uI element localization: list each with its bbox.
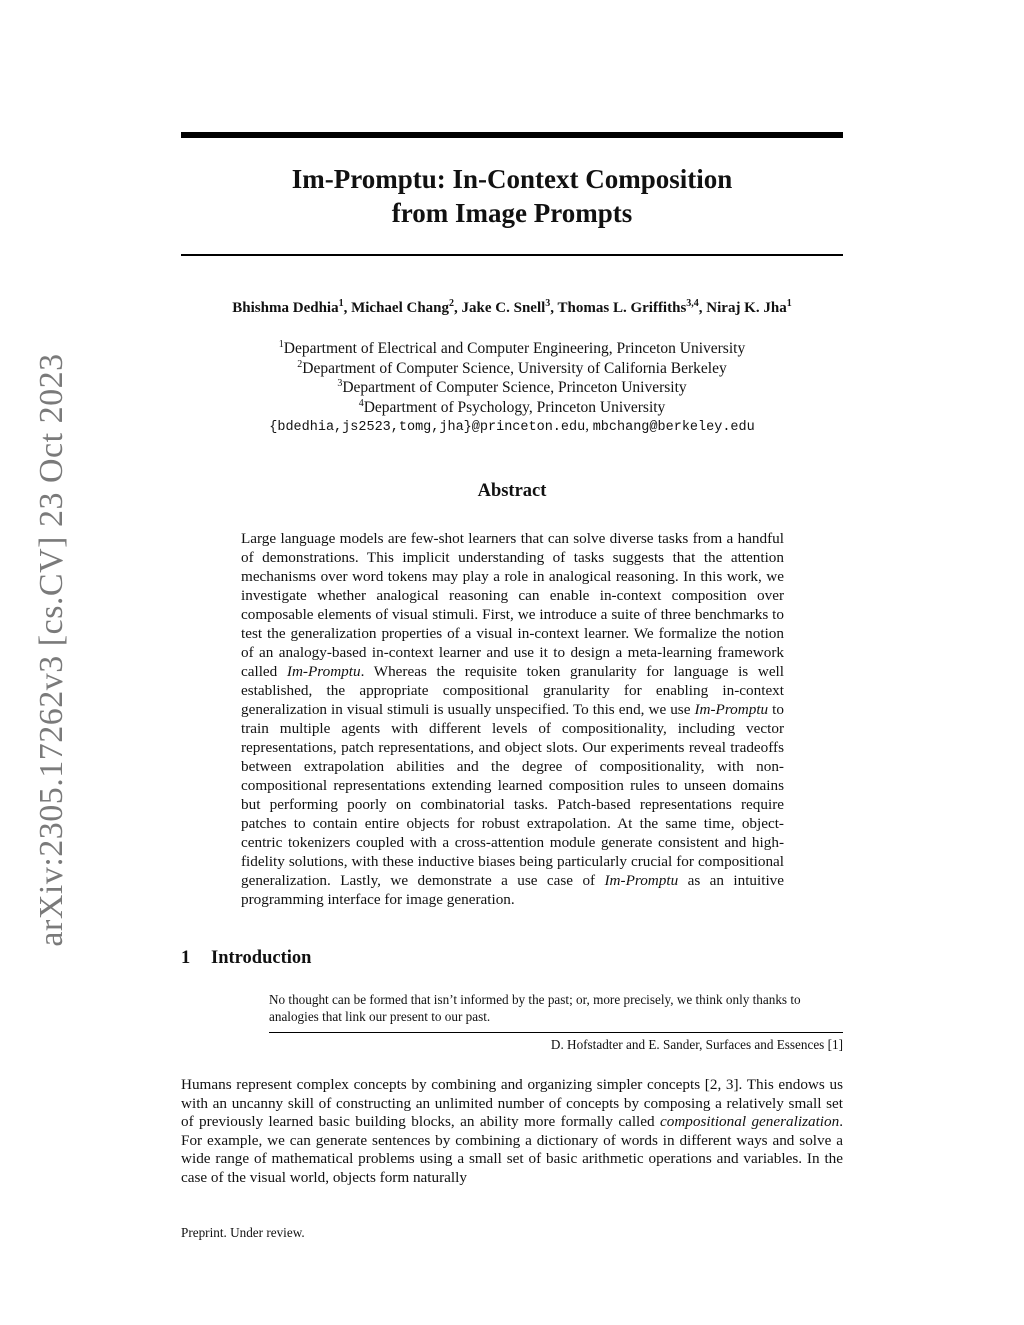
title-line-2: from Image Prompts <box>391 198 633 228</box>
author-affiliation-mark: 1 <box>786 298 792 309</box>
title-line-1: Im-Promptu: In-Context Composition <box>291 164 733 194</box>
section-title: Introduction <box>211 948 312 968</box>
author-list: Bhishma Dedhia$^1$, Michael Chang$^2$, Jake C. Snell$^3$, Thomas L. Griffiths$^{3,4}$, Niraj K. Jha$^1$ <box>232 298 792 316</box>
affiliation-line: $^2$Department of Computer Science, University of California Berkeley <box>297 358 727 377</box>
email-princeton[interactable]: {bdedhia,js2523,tomg,jha}@princeton.edu <box>269 420 586 435</box>
epigraph-source: D. Hofstadter and E. Sander, Surfaces and Essences [1] <box>550 1037 843 1052</box>
author-name: Jake C. Snell <box>461 300 546 316</box>
epigraph-rule <box>269 1032 843 1033</box>
epigraph-quote: No thought can be formed that isn’t informed by the past; or, more precisely, we think only thanks to analogies that link our present to our past. <box>269 992 801 1024</box>
section-heading-introduction <box>181 948 311 969</box>
affiliation-block <box>181 339 843 438</box>
author-name: Thomas L. Griffiths <box>557 300 687 316</box>
paper-title <box>181 162 843 230</box>
author-name: Bhishma Dedhia <box>232 300 339 316</box>
page-footer: Preprint. Under review. <box>181 1225 305 1240</box>
author-affiliation-mark: 2 <box>449 298 455 309</box>
affiliation-line: $^1$Department of Electrical and Computer Engineering, Princeton University <box>278 338 746 357</box>
author-emails: {bdedhia,js2523,tomg,jha}@princeton.edu, mbchang@berkeley.edu <box>269 418 755 435</box>
author-affiliation-mark: 1 <box>338 298 344 309</box>
title-top-rule <box>181 132 843 138</box>
title-bottom-rule <box>181 254 843 256</box>
method-name: Im-Promptu <box>694 701 769 718</box>
email-berkeley[interactable]: mbchang@berkeley.edu <box>592 420 755 435</box>
introduction-paragraph: Humans represent complex concepts by combining and organizing simpler concepts [2, 3]. This endows us with an uncanny skill of constructing an unlimited number of concepts by composing a relatively small set of previously learned basic building blocks, an ability more formally called compositional generalization. For example, we can generate sentences by combining a dictionary of words in different ways and solve a wide range of mathematical problems using a small set of basic arithmetic operations and variables. In the case of the visual world, objects form naturally <box>181 1076 843 1186</box>
author-affiliation-mark: 3 <box>545 298 551 309</box>
arxiv-identifier-stamp: arXiv:2305.17262v3 [cs.CV] 23 Oct 2023 <box>33 353 70 947</box>
abstract-heading: Abstract <box>477 481 547 501</box>
abstract-body: Large language models are few-shot learners that can solve diverse tasks from a handful of demonstrations. This implicit understanding of tasks suggests that the attention mechanisms over word tokens may play a role in analogical reasoning. In this work, we investigate whether analogical reasoning can enable in-context composition over composable elements of visual stimuli. First, we introduce a suite of three benchmarks to test the generalization properties of a visual in-context learner. We formalize the notion of an analogy-based in-context learner and use it to design a meta-learning framework called Im-Promptu. Whereas the requisite token granularity for language is well established, the appropriate compositional granularity for enabling in-context generalization in visual stimuli is usually unspecified. To this end, we use Im-Promptu to train multiple agents with different levels of compositionality, including vector representations, patch representations, and object slots. Our experiments reveal tradeoffs between extrapolation abilities and the degree of compositionality, with non-compositional representations extending learned composition rules to unseen domains but performing poorly on combinatorial tasks. Patch-based representations require patches to contain entire objects for robust extrapolation. At the same time, object-centric tokenizers coupled with a cross-attention module generate consistent and high-fidelity solutions, with these inductive biases being particularly crucial for compositional generalization. Lastly, we demonstrate a use case of Im-Promptu as an intuitive programming interface for image generation. <box>241 530 784 908</box>
emphasized-term: compositional generalization <box>660 1113 840 1131</box>
author-affiliation-mark: 3,4 <box>686 298 699 309</box>
affiliation-line: $^4$Department of Psychology, Princeton University <box>358 397 666 416</box>
affiliation-line: $^3$Department of Computer Science, Princeton University <box>337 377 687 396</box>
author-name: Niraj K. Jha <box>706 300 787 316</box>
section-number: 1 <box>181 948 191 968</box>
author-name: Michael Chang <box>351 300 450 316</box>
method-name: Im-Promptu <box>604 872 679 889</box>
method-name: Im-Promptu <box>286 663 361 680</box>
